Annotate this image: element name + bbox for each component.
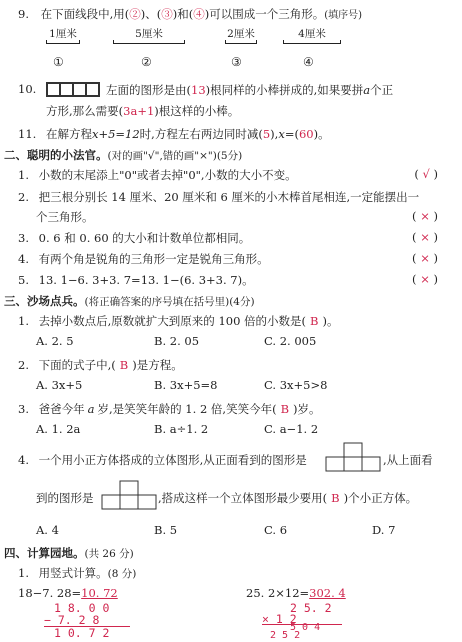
q11-text-mid2: ), xyxy=(270,127,279,141)
q9-answer-3: ④ xyxy=(193,7,205,21)
choice-q1-answer: B xyxy=(310,314,319,328)
judge-item-1-number: 1. xyxy=(18,168,29,182)
segment-4-label: 4厘米 xyxy=(298,28,326,40)
calc-q1-note: (8 分) xyxy=(107,568,137,580)
q11-eqs: =( xyxy=(284,127,299,141)
judge-item-5-answer: ( × ) xyxy=(412,272,438,286)
judge-item-4-text: 有两个角是锐角的三角形一定是锐角三角形。 xyxy=(38,252,269,266)
judge-item-2-text: 把三根分别长 14 厘米、20 厘米和 6 厘米的小木棒首尾相连,一定能摆出一 xyxy=(38,190,420,204)
calc-1-row-1: 1 8. 0 0 xyxy=(54,601,110,615)
q10-line2-pre: 方形,那么需要( xyxy=(46,104,124,118)
calc-2-result: 302. 4 xyxy=(309,586,346,600)
section-2-heading xyxy=(4,147,242,163)
choice-q4-text: 一个用小正方体搭成的立体图形,从正面看到的图形是 xyxy=(38,453,307,467)
segment-3-number: ③ xyxy=(231,55,242,69)
choice-q3 xyxy=(18,401,321,417)
q10-text-post: )根同样的小棒拼成的,如果要拼 xyxy=(205,83,364,97)
choice-q2-text: 下面的式子中,( xyxy=(38,358,116,372)
calc-1-result: 10. 72 xyxy=(81,586,118,600)
section-3-title: 三、沙场点兵。 xyxy=(4,294,85,308)
choice-q2-option-c: C. 3x+5>8 xyxy=(264,378,328,392)
q11-text-post: )。 xyxy=(313,127,330,141)
q9-answer-1: ② xyxy=(129,7,141,21)
choice-q1-number: 1. xyxy=(18,314,29,328)
segment-2-label: 5厘米 xyxy=(135,28,163,40)
q11-answer-1: 5 xyxy=(262,127,271,141)
q9-text-post: )可以围成一个三角形。 xyxy=(204,7,325,21)
q11-text-pre: 在解方程 xyxy=(45,127,92,141)
judge-item-4 xyxy=(18,251,438,267)
section-3-note: (将正确答案的序号填在括号里)(4分) xyxy=(84,296,255,308)
choice-q4-line2-mid: ,搭成这样一个立体图形最少要用( xyxy=(158,491,328,505)
calc-2-row-1: 2 5. 2 xyxy=(290,601,332,615)
section-4-note: (共 26 分) xyxy=(84,548,134,560)
segment-1-number: ① xyxy=(53,55,64,69)
judge-item-3 xyxy=(18,230,438,246)
q11-var: x xyxy=(278,127,285,141)
choice-q1-option-a: A. 2. 5 xyxy=(36,334,74,348)
stick-squares-figure xyxy=(46,82,98,97)
judge-item-3-answer: ( × ) xyxy=(412,230,438,244)
calc-q1-text: 用竖式计算。 xyxy=(38,566,108,580)
judge-item-5-number: 5. xyxy=(18,273,29,287)
choice-q1-text: 去掉小数点后,原数就扩大到原来的 100 倍的小数是( xyxy=(38,314,307,328)
judge-item-2-answer: ( × ) xyxy=(412,209,438,223)
choice-q1-option-c: C. 2. 005 xyxy=(264,334,317,348)
calc-2-row-4: 2 5 2 xyxy=(270,630,301,641)
section-4-title: 四、计算园地。 xyxy=(4,546,85,560)
choice-q2-number: 2. xyxy=(18,358,29,372)
choice-q3-option-c: C. a−1. 2 xyxy=(264,422,319,436)
choice-q3-number: 3. xyxy=(18,402,29,416)
judge-item-1-answer: ( √ ) xyxy=(414,167,438,181)
choice-q3-option-b: B. a÷1. 2 xyxy=(154,422,209,436)
q9-answer-2: ③ xyxy=(161,7,173,21)
segment-1-label: 1厘米 xyxy=(49,28,77,40)
choice-q3-option-a: A. 1. 2a xyxy=(36,422,81,436)
choice-q2-option-a: A. 3x+5 xyxy=(36,378,83,392)
judge-item-2-cont xyxy=(36,209,438,225)
segment-4 xyxy=(283,26,341,44)
section-4-heading xyxy=(4,545,134,561)
q10-line2-post: )根这样的小棒。 xyxy=(154,104,240,118)
section-3-heading xyxy=(4,293,255,309)
choice-q2-option-b: B. 3x+5=8 xyxy=(154,378,218,392)
segment-2-number: ② xyxy=(141,55,152,69)
judge-item-4-number: 4. xyxy=(18,252,29,266)
q11-number: 11. xyxy=(18,127,37,141)
calc-2-row-3: 5 0 4 xyxy=(290,622,321,633)
calc-2-equation xyxy=(246,586,346,600)
calc-1-equation xyxy=(18,586,118,600)
section-2-title: 二、聪明的小法官。 xyxy=(4,148,108,162)
calc-1-expr: 18−7. 28= xyxy=(18,586,82,600)
q10-number: 10. xyxy=(18,82,37,96)
q9-note: (填序号) xyxy=(324,10,363,21)
calc-2-row-2: × 1 2 xyxy=(262,612,297,626)
choice-q1 xyxy=(18,313,339,329)
choice-q4-line1 xyxy=(18,452,307,468)
calc-1-row-3: 1 0. 7 2 xyxy=(54,626,110,640)
q10-text-post2: 个正 xyxy=(370,83,394,97)
q11-line xyxy=(18,126,330,142)
choice-q4-option-a: A. 4 xyxy=(36,523,59,537)
choice-q1-post: )。 xyxy=(322,314,339,328)
q10-var: a xyxy=(363,83,371,97)
calc-q1-heading xyxy=(18,565,136,581)
judge-item-2-number: 2. xyxy=(18,190,29,204)
choice-q3-text2: 岁,是笑笑年龄的 1. 2 倍,笑笑今年( xyxy=(97,402,277,416)
q11-answer-2: 60 xyxy=(298,127,314,141)
q9-line xyxy=(18,6,462,22)
segment-3-label: 2厘米 xyxy=(227,28,255,40)
judge-item-5-text: 13. 1−6. 3+3. 7=13. 1−(6. 3+3. 7)。 xyxy=(38,273,254,287)
segment-2 xyxy=(113,26,185,44)
choice-q4-text-b: ,从上面看 xyxy=(383,453,433,467)
top-view-figure xyxy=(101,480,159,512)
choice-q3-var: a xyxy=(87,402,95,416)
q11-equation: x+5=12 xyxy=(91,127,140,141)
judge-item-2 xyxy=(18,189,438,205)
choice-q4-line2 xyxy=(158,490,417,506)
segment-4-number: ④ xyxy=(303,55,314,69)
choice-q2 xyxy=(18,357,183,373)
calc-2-expr: 25. 2×12= xyxy=(246,586,310,600)
q9-text-mid2: )和( xyxy=(172,7,194,21)
choice-q3-text: 爸爸今年 xyxy=(38,402,85,416)
choice-q4-answer: B xyxy=(331,491,340,505)
choice-q2-post: )是方程。 xyxy=(132,358,183,372)
q10-line1 xyxy=(106,82,393,98)
q9-text-mid1: )、( xyxy=(140,7,162,21)
q10-text-pre: 左面的图形是由( xyxy=(106,83,191,97)
choice-q4-number: 4. xyxy=(18,453,29,467)
choice-q4-line2-pre: 到的图形是 xyxy=(36,491,94,505)
choice-q4-option-b: B. 5 xyxy=(154,523,178,537)
choice-q4-line2-post: )个小正方体。 xyxy=(343,491,418,505)
choice-q1-option-b: B. 2. 05 xyxy=(154,334,200,348)
segment-3 xyxy=(225,26,257,44)
choice-q4-option-d: D. 7 xyxy=(372,523,396,537)
q11-text-mid: 时,方程左右两边同时减( xyxy=(139,127,263,141)
judge-item-4-answer: ( × ) xyxy=(412,251,438,265)
judge-item-3-text: 0. 6 和 0. 60 的大小和计数单位都相同。 xyxy=(38,231,251,245)
q10-line2 xyxy=(46,103,239,119)
choice-q4-option-c: C. 6 xyxy=(264,523,288,537)
judge-item-1 xyxy=(18,167,438,183)
q9-number: 9. xyxy=(18,7,29,21)
q10-answer-2: 3a+1 xyxy=(123,104,155,118)
choice-q3-answer: B xyxy=(280,402,290,416)
calc-q1-number: 1. xyxy=(18,566,29,580)
q9-text-pre: 在下面线段中,用( xyxy=(40,7,130,21)
choice-q3-post: )岁。 xyxy=(293,402,321,416)
choice-q2-answer: B xyxy=(119,358,129,372)
judge-item-2-text2: 个三角形。 xyxy=(36,210,94,224)
section-2-note: (对的画"√",错的画"×")(5分) xyxy=(107,150,243,162)
calc-1-row-2: − 7. 2 8 xyxy=(44,613,100,627)
judge-item-1-text: 小数的末尾添上"0"或者去掉"0",小数的大小不变。 xyxy=(38,168,297,182)
q10-answer-1: 13 xyxy=(191,83,206,97)
front-view-figure xyxy=(325,442,383,472)
judge-item-3-number: 3. xyxy=(18,231,29,245)
judge-item-5 xyxy=(18,272,438,288)
segment-1 xyxy=(46,26,80,44)
